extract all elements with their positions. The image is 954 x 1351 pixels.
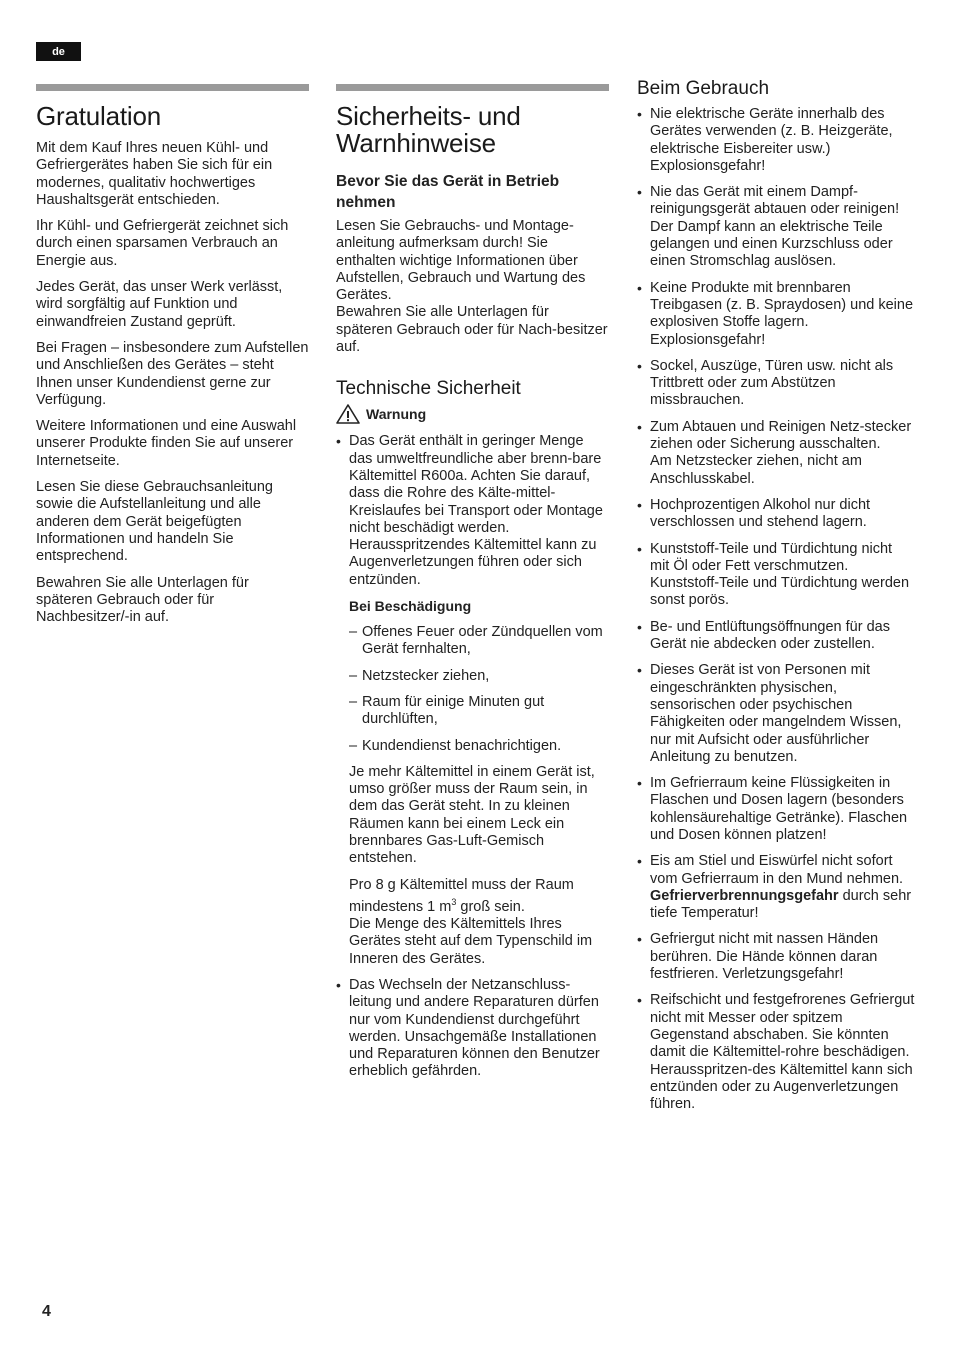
list-item: • Be- und Entlüftungsöffnungen für das Gerät nie abdecken oder zustellen. [637, 618, 890, 653]
subheading-damage: Bei Beschädigung [349, 598, 472, 615]
paragraph: Weitere Informationen und eine Auswahl unserer Produkte finden Sie auf unserer Internetseite. [36, 418, 297, 469]
column-safety [336, 84, 609, 1090]
list-item: • Sockel, Auszüge, Türen usw. nicht als Trittbrett oder zum Abstützen missbrauchen. [637, 357, 894, 409]
paragraph: Lesen Sie Gebrauchs- und Montage-anleitung aufmerksam durch! Sie enthalten wichtige Informationen über Aufstellen, Gebrauch und Wartung des Gerätes. Bewahren Sie alle Unterlagen für späteren Gebrauch oder für Nach-besitzer auf. [336, 218, 608, 356]
subheading-before-use: Bevor Sie das Gerät in Betrieb nehmen [336, 173, 560, 211]
list-item: • Zum Abtauen und Reinigen Netz-stecker ziehen oder Sicherung ausschalten. Am Netzstecker ziehen, nicht am Anschlusskabel. [637, 418, 912, 487]
list-item: • Das Gerät enthält in geringer Menge das umweltfreundliche aber brenn-bare Kältemittel R600a. Achten Sie darauf, dass die Rohre des Kälte-mittel-Kreislaufes bei Transport oder Montage nicht beschädigt werden. Herausspritzendes Kältemittel kann zu Augenverletzungen führen oder sich entzünden. Bei Beschädigung – Offenes Feuer oder Zündquellen vom Gerät fernhalten, – Netzstecker ziehen, – Raum für einige Minuten gut durchlüften, – Kundendienst benachrichtigen. Je mehr Kältemittel in einem Gerät ist, umso größer muss der Raum sein, in dem das Gerät steht. In zu kleinen Räumen kann bei einem Leck ein brennbares Gas-Luft-Gemisch entstehen. Pro 8 g Kältemittel muss der Raum mindestens 1 $m^3$ groß sein. Die Menge des Kältemittels Ihres Gerätes steht auf dem Typenschild im Inneren des Gerätes. [336, 433, 609, 968]
heading-safety: Sicherheits- und Warnhinweise [336, 101, 521, 158]
list-item: • Eis am Stiel und Eiswürfel nicht sofort vom Gefrierraum in den Mund nehmen. Gefrierverbrennungsgefahr durch sehr tiefe Temperatur! [637, 853, 912, 922]
warning-triangle-icon [336, 404, 360, 424]
list-item: – Raum für einige Minuten gut durchlüften, [349, 693, 545, 728]
list-item: • Keine Produkte mit brennbaren Treibgasen (z. B. Spraydosen) und keine explosiven Stoffe lagern. Explosionsgefahr! [637, 279, 914, 348]
list-item: – Netzstecker ziehen, [349, 667, 490, 684]
list-item: – Offenes Feuer oder Zündquellen vom Gerät fernhalten, [349, 624, 603, 658]
damage-list [349, 624, 609, 755]
paragraph: Bei Fragen – insbesondere zum Aufstellen und Anschließen des Gerätes – steht Ihnen unser Kundendienst gerne zur Verfügung. [36, 339, 309, 408]
page-number: 4 [42, 1303, 51, 1320]
list-item: • Das Wechseln der Netzanschluss-leitung und andere Reparaturen dürfen nur vom Kundendienst durchgeführt werden. Unsachgemäße Installationen und Reparaturen können den Benutzer erheblich gefährden. [336, 976, 600, 1080]
paragraph: Pro 8 g Kältemittel muss der Raum mindestens 1 $m^3$ groß sein. Die Menge des Kältemittels Ihres Gerätes steht auf dem Typenschild im Inneren des Gerätes. [349, 876, 593, 967]
section-divider [36, 84, 309, 91]
heading-usage: Beim Gebrauch [637, 78, 770, 99]
paragraph: Je mehr Kältemittel in einem Gerät ist, umso größer muss der Raum sein, in dem das Gerät steht. In zu kleinen Räumen kann bei einem Leck ein brennbares Gas-Luft-Gemisch entstehen. [349, 763, 595, 867]
language-badge: de [36, 42, 81, 61]
column-usage [637, 78, 915, 1122]
heading-technical-safety: Technische Sicherheit [336, 378, 521, 400]
warning-list [336, 433, 609, 1080]
list-item: • Gefriergut nicht mit nassen Händen berühren. Die Hände können daran festfrieren. Verletzungsgefahr! [637, 931, 879, 983]
column-gratulation [36, 84, 309, 635]
paragraph: Lesen Sie diese Gebrauchsanleitung sowie die Aufstellanleitung und alle anderen dem Gerät beigefügten Informationen und handeln Sie entsprechend. [36, 479, 273, 565]
list-item: • Reifschicht und festgefrorenes Gefriergut nicht mit Messer oder spitzem Gegenstand abschaben. Sie könnten damit die Kältemittel-rohre beschädigen. Herausspritzen-des Kältemittel kann sich entzünden oder zu Augenverletzungen führen. [637, 992, 915, 1113]
list-item: • Kunststoff-Teile und Türdichtung nicht mit Öl oder Fett verschmutzen. Kunststoff-Teile und Türdichtung werden sonst porös. [637, 540, 910, 609]
list-item: • Dieses Gerät ist von Personen mit eingeschränkten physischen, sensorischen oder psychischen Fähigkeiten oder mangelndem Wissen, nur mit Aufsicht oder ausführlicher Anleitung zu benutzen. [637, 662, 902, 765]
section-divider [336, 84, 609, 91]
list-item: – Kundendienst benachrichtigen. [349, 737, 562, 754]
paragraph: Ihr Kühl- und Gefriergerät zeichnet sich durch einen sparsamen Verbrauch an Energie aus. [36, 218, 289, 269]
paragraph: Mit dem Kauf Ihres neuen Kühl- und Gefriergerätes haben Sie sich für ein modernes, qualitativ hochwertiges Haushaltsgerät entschieden. [36, 140, 273, 208]
usage-list [637, 106, 915, 1113]
warning-label: Warnung [336, 404, 609, 424]
list-item: • Nie das Gerät mit einem Dampf-reinigungsgerät abtauen oder reinigen! Der Dampf kann an elektrische Teile gelangen und einen Kurzschluss oder einen Stromschlag auslösen. [637, 184, 900, 270]
heading-gratulation: Gratulation [36, 101, 161, 131]
paragraph: Jedes Gerät, das unser Werk verlässt, wird sorgfältig auf Funktion und einwandfreien Zustand geprüft. [36, 279, 283, 330]
list-item: • Hochprozentigen Alkohol nur dicht verschlossen und stehend lagern. [637, 496, 871, 531]
list-item: • Im Gefrierraum keine Flüssigkeiten in Flaschen und Dosen lagern (besonders kohlensäurehaltige Getränke). Flaschen und Dosen können platzen! [637, 775, 908, 843]
list-item: • Nie elektrische Geräte innerhalb des Gerätes verwenden (z. B. Heizgeräte, elektrische Eisbereiter usw.) Explosionsgefahr! [637, 106, 893, 174]
paragraph: Bewahren Sie alle Unterlagen für späteren Gebrauch oder für Nachbesitzer/-in auf. [36, 574, 249, 626]
